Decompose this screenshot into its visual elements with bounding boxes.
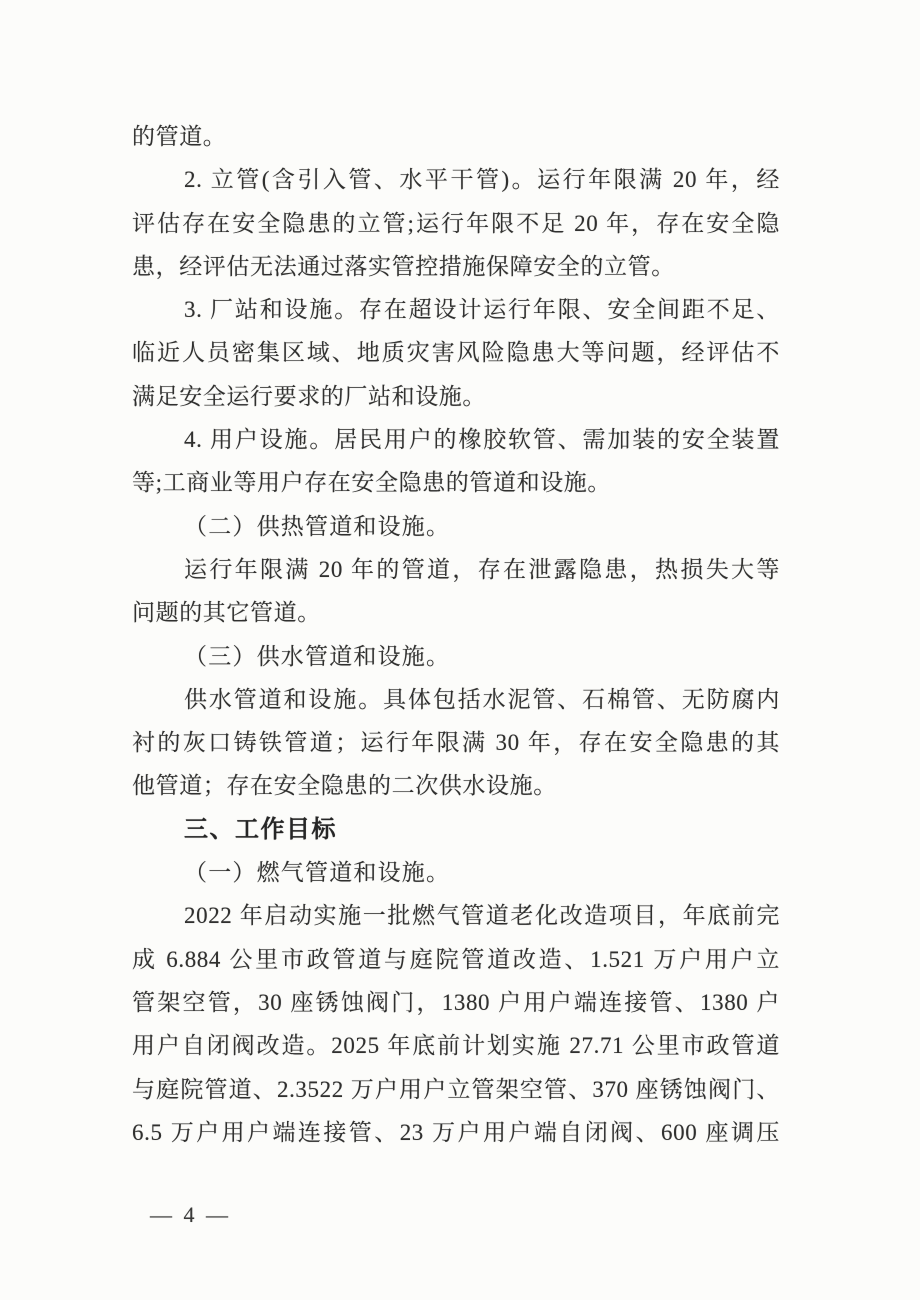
text-line: 临近人员密集区域、地质灾害风险隐患大等问题，经评估不 — [132, 340, 780, 366]
document-body — [132, 115, 780, 1154]
text-line: 2022 年启动实施一批燃气管道老化改造项目，年底前完 — [184, 903, 780, 929]
text-line: 用户自闭阀改造。2025 年底前计划实施 27.71 公里市政管道 — [132, 1033, 780, 1059]
text-line: 等;工商业等用户存在安全隐患的管道和设施。 — [132, 470, 611, 496]
subsection-heading: （二）供热管道和设施。 — [184, 513, 451, 539]
text-line: 衬的灰口铸铁管道；运行年限满 30 年，存在安全隐患的其 — [132, 730, 780, 756]
section-heading: 三、工作目标 — [184, 815, 337, 843]
text-line: 供水管道和设施。具体包括水泥管、石棉管、无防腐内 — [184, 686, 780, 712]
page-number: — 4 — — [150, 1202, 231, 1227]
text-line: 问题的其它管道。 — [132, 600, 321, 626]
text-line: 3. 厂站和设施。存在超设计运行年限、安全间距不足、 — [184, 297, 780, 323]
text-line: 运行年限满 20 年的管道，存在泄露隐患，热损失大等 — [184, 556, 780, 582]
subsection-heading: （三）供水管道和设施。 — [184, 643, 451, 669]
text-line: 患，经评估无法通过落实管控措施保障安全的立管。 — [132, 253, 675, 279]
text-line: 4. 用户设施。居民用户的橡胶软管、需加装的安全装置 — [184, 427, 780, 453]
text-line: 满足安全运行要求的厂站和设施。 — [132, 383, 486, 409]
text-line: 2. 立管(含引入管、水平干管)。运行年限满 20 年，经 — [184, 167, 780, 193]
text-line: 的管道。 — [132, 124, 227, 149]
text-line: 管架空管，30 座锈蚀阀门，1380 户用户端连接管、1380 户 — [132, 989, 780, 1015]
text-line: 他管道；存在安全隐患的二次供水设施。 — [132, 773, 557, 799]
text-line: 与庭院管道、2.3522 万户用户立管架空管、370 座锈蚀阀门、 — [132, 1076, 780, 1102]
subsection-heading: （一）燃气管道和设施。 — [184, 860, 451, 886]
text-line: 成 6.884 公里市政管道与庭院管道改造、1.521 万户用户立 — [132, 946, 780, 972]
text-line: 评估存在安全隐患的立管;运行年限不足 20 年，存在安全隐 — [132, 210, 780, 236]
text-line: 6.5 万户用户端连接管、23 万户用户端自闭阀、600 座调压 — [132, 1119, 780, 1145]
